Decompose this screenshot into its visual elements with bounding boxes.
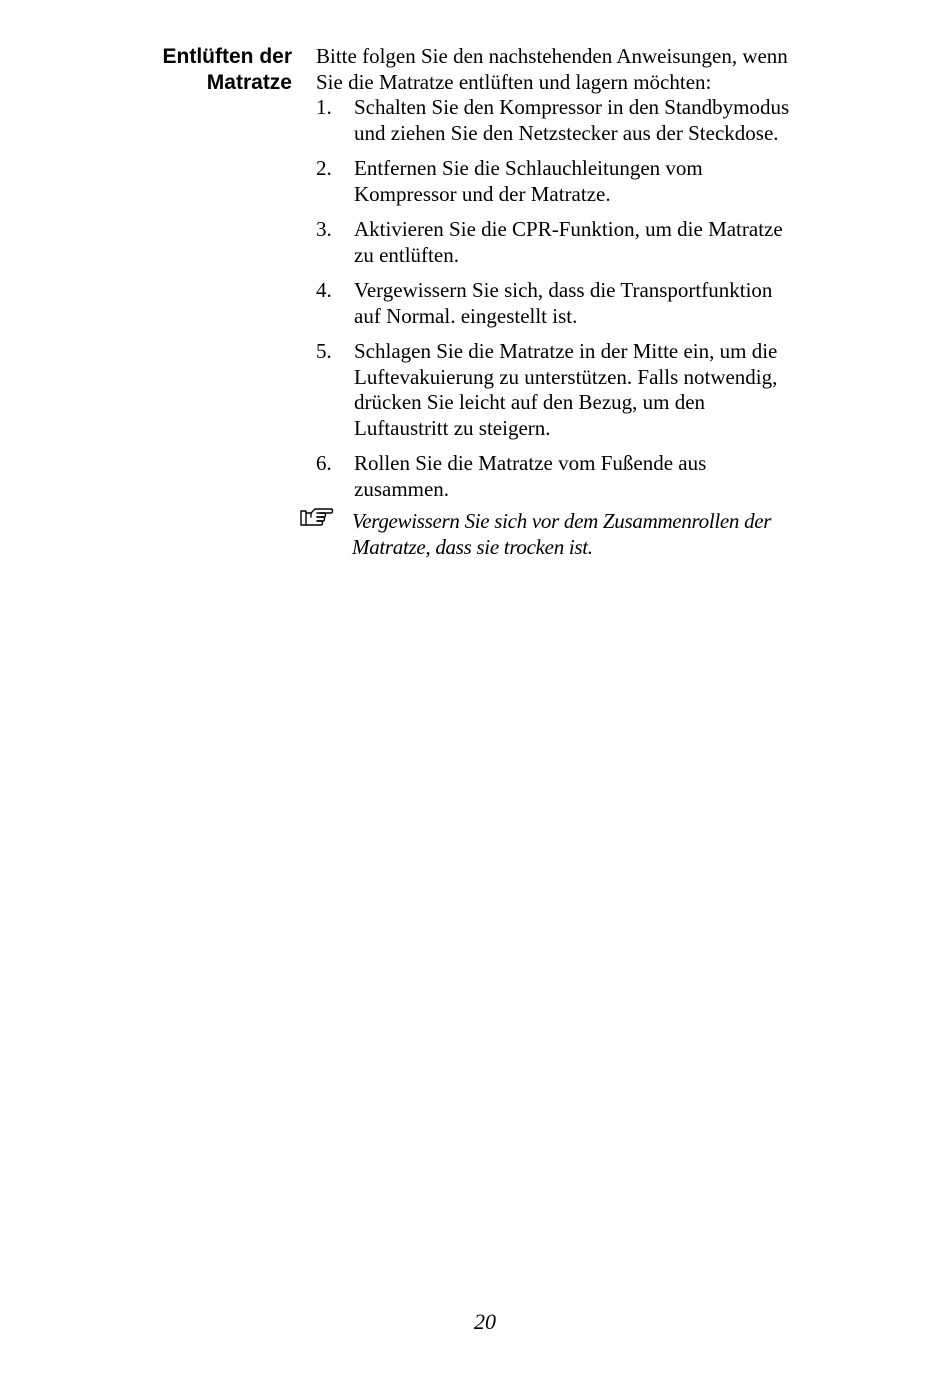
- step-text-line: zu entlüften.: [354, 242, 459, 267]
- step-text-line: Vergewissern Sie sich, dass die Transportfunktion: [354, 278, 773, 302]
- step-number: 6.: [316, 451, 332, 475]
- note-line-2: Matratze, dass sie trocken ist.: [352, 534, 593, 559]
- step-number: 5.: [316, 339, 332, 363]
- step-text-line: Entfernen Sie die Schlauchleitungen vom: [354, 156, 703, 180]
- steps-list: [316, 95, 916, 502]
- intro-line-2: Sie die Matratze entlüften und lagern möchten:: [316, 69, 712, 94]
- step-number: 4.: [316, 278, 332, 302]
- intro-paragraph: [316, 44, 916, 95]
- step-number: 1.: [316, 95, 332, 119]
- step-text-line: zusammen.: [354, 476, 450, 501]
- step-text-line: auf Normal. eingestellt ist.: [354, 303, 578, 328]
- step-text-line: Kompressor und der Matratze.: [354, 181, 611, 206]
- step-text-line: drücken Sie leicht auf den Bezug, um den: [354, 390, 706, 414]
- list-item: [316, 156, 916, 207]
- step-number: 2.: [316, 156, 332, 180]
- list-item: [316, 217, 916, 268]
- list-item: [316, 339, 916, 441]
- note: [316, 509, 916, 560]
- list-item: [316, 95, 916, 146]
- step-number: 3.: [316, 217, 332, 241]
- step-text-line: Schalten Sie den Kompressor in den Standbymodus: [354, 95, 790, 119]
- step-text-line: Luftaustritt zu steigern.: [354, 415, 551, 440]
- step-text-line: Luftevakuierung zu unterstützen. Falls notwendig,: [354, 364, 778, 389]
- pointing-hand-icon: [300, 505, 334, 529]
- list-item: [316, 278, 916, 329]
- section-heading: [60, 44, 292, 96]
- body-column: [316, 44, 916, 560]
- list-item: [316, 451, 916, 502]
- section-heading-line-2: Matratze: [206, 71, 292, 94]
- page-number: 20: [474, 1309, 496, 1334]
- intro-line-1: Bitte folgen Sie den nachstehenden Anweisungen, wenn: [316, 44, 788, 68]
- step-text-line: Aktivieren Sie die CPR-Funktion, um die Matratze: [354, 217, 783, 241]
- step-text-line: Schlagen Sie die Matratze in der Mitte ein, um die: [354, 339, 778, 363]
- step-text-line: und ziehen Sie den Netzstecker aus der Steckdose.: [354, 120, 779, 145]
- step-text-line: Rollen Sie die Matratze vom Fußende aus: [354, 451, 707, 475]
- section-heading-line-1: Entlüften der: [162, 45, 292, 68]
- note-line-1: Vergewissern Sie sich vor dem Zusammenrollen der: [352, 509, 772, 533]
